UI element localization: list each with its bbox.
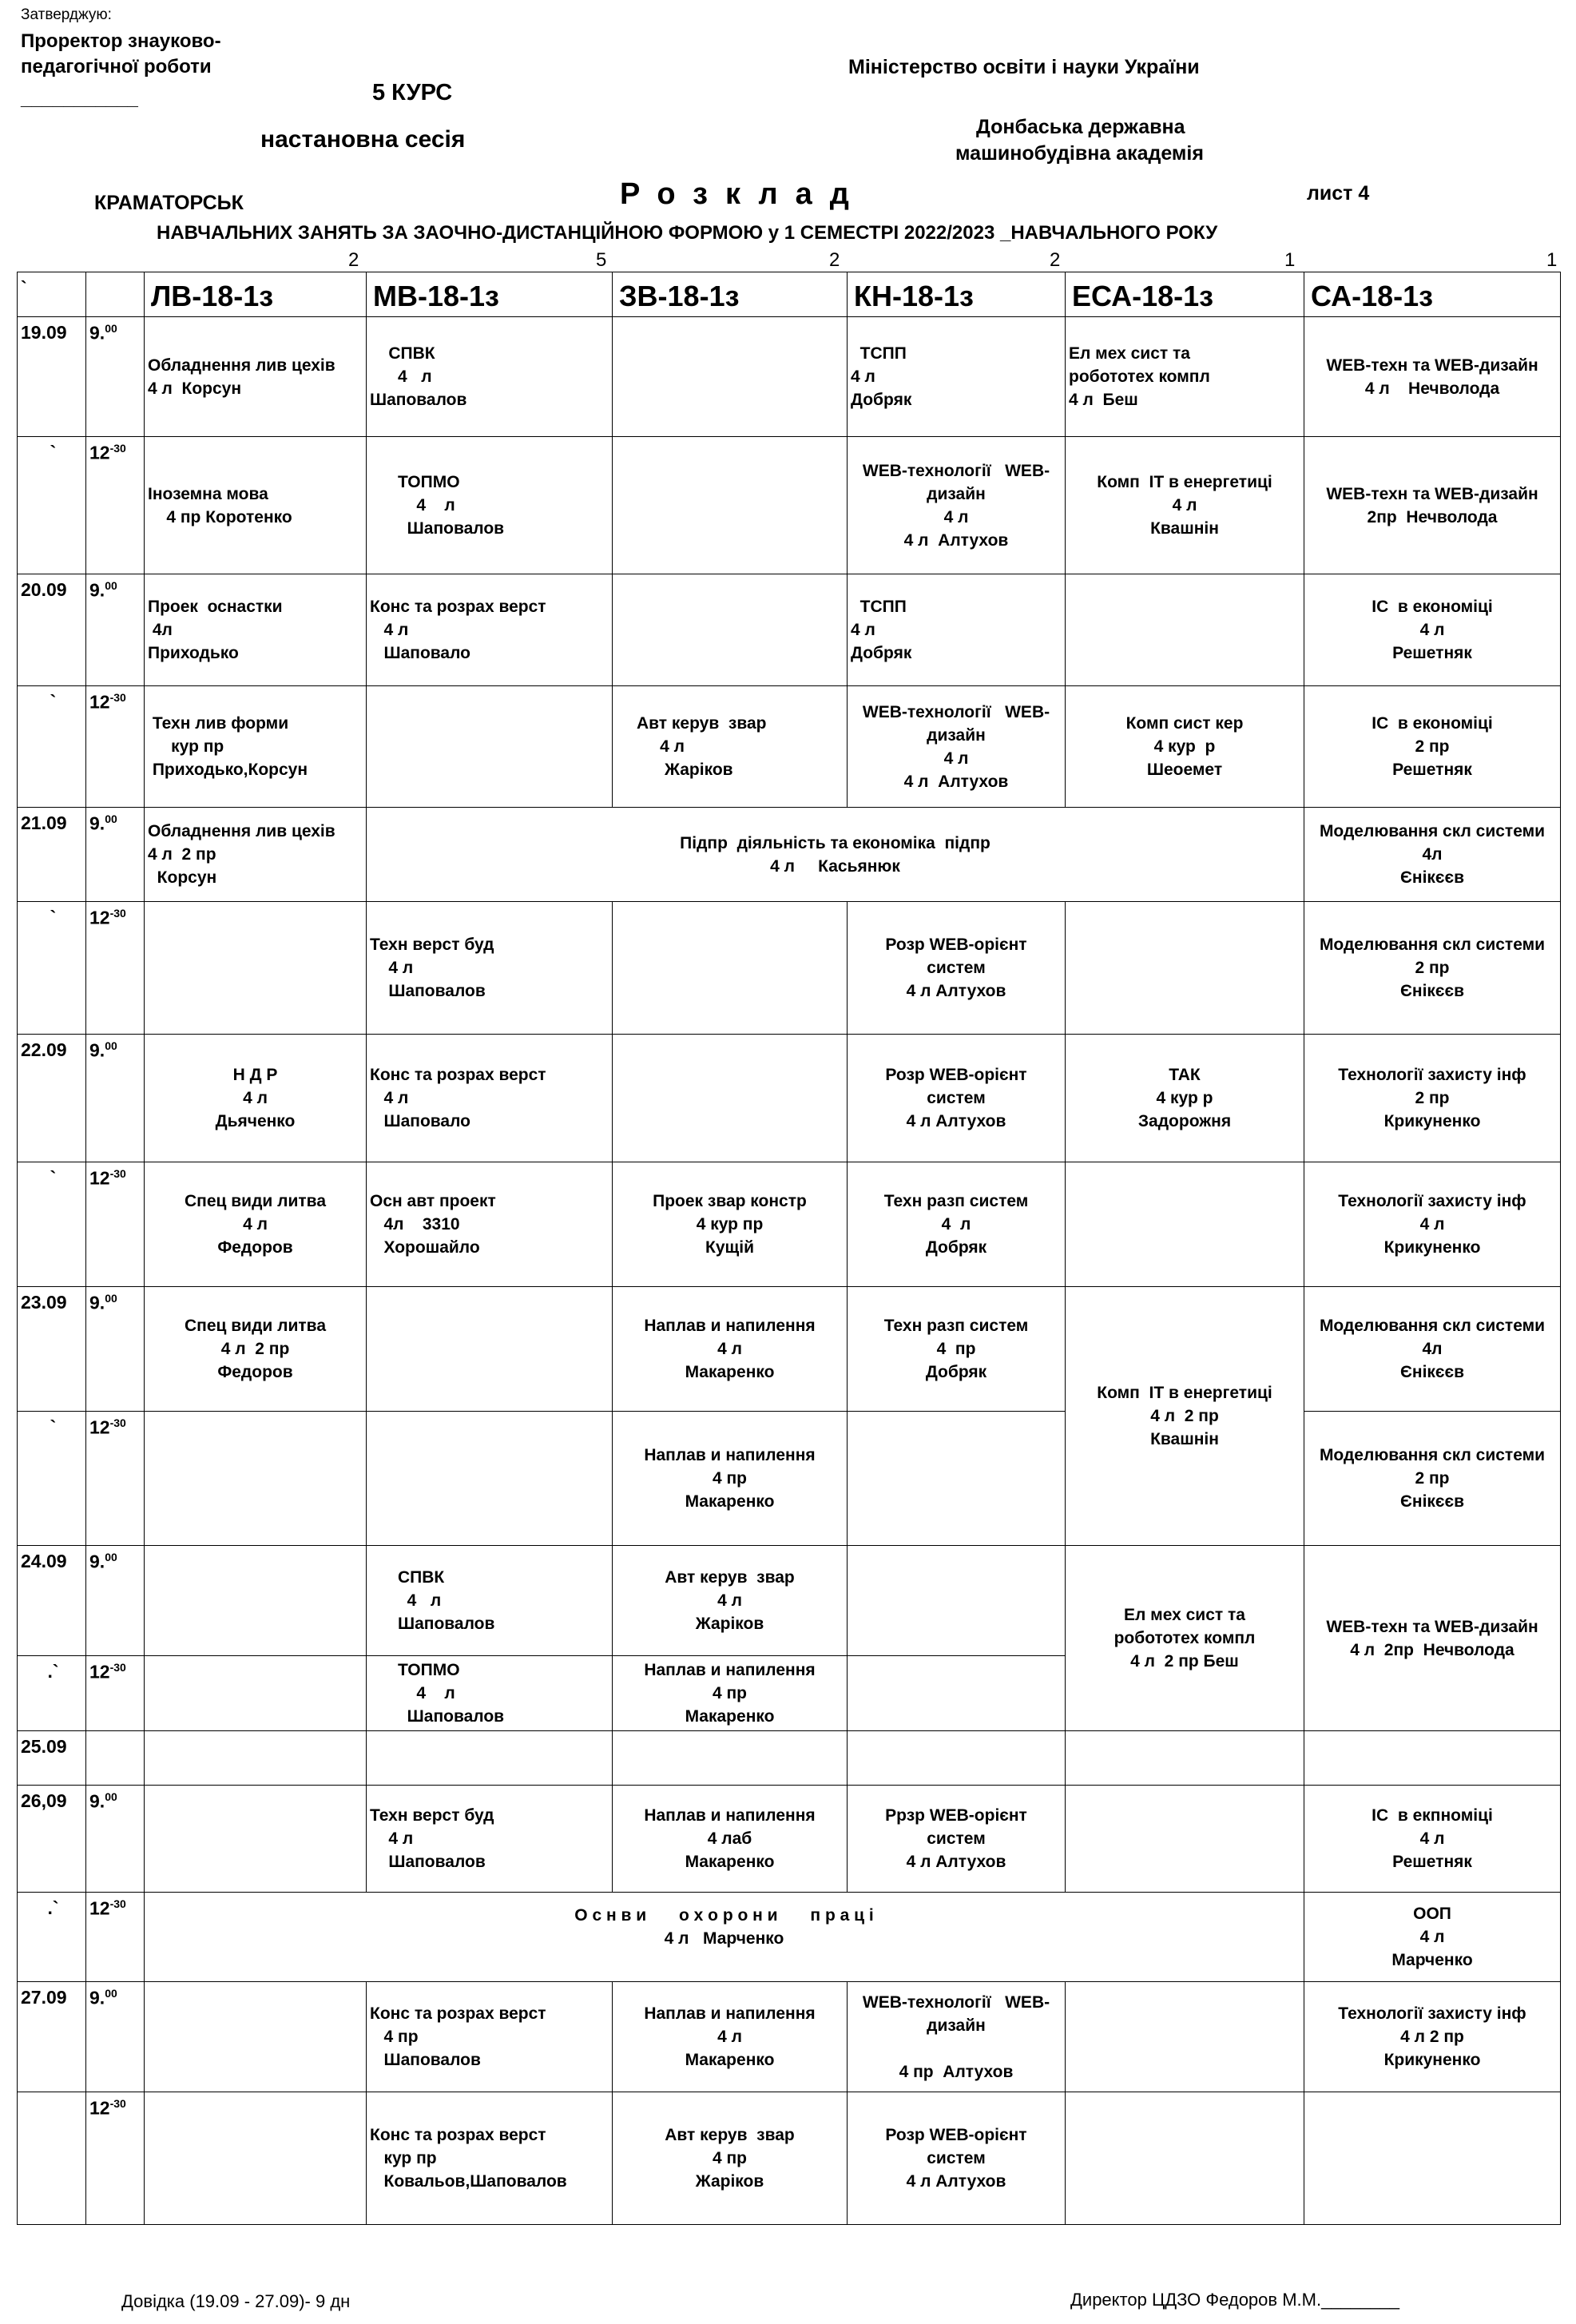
lesson-cell (1066, 902, 1304, 1035)
table-row (18, 1412, 1561, 1546)
time-label: 12 (89, 1897, 110, 1919)
corner-cell-2 (86, 272, 145, 317)
lesson-cell: ІС в екпноміці 4 л Решетняк (1304, 1786, 1561, 1893)
lesson-cell: Техн лив форми кур пр Приходько,Корсун (145, 686, 367, 808)
table-row (18, 686, 1561, 808)
date-cell: 20.09 (18, 574, 86, 686)
lesson-cell (613, 902, 848, 1035)
group-header: ЗВ-18-1з (613, 272, 848, 317)
time-cell (86, 1893, 145, 1982)
lesson-cell: Розр WEB-орієнт систем 4 л Алтухов (848, 902, 1066, 1035)
lesson-cell: Наплав и напилення 4 лаб Макаренко (613, 1786, 848, 1893)
lesson-cell: Ел мех сист та робототех компл 4 л Беш (1066, 317, 1304, 437)
session-label: настановна сесія (260, 126, 466, 153)
group-header: СА-18-1з (1304, 272, 1561, 317)
ministry-label: Міністерство освіти і науки України (848, 56, 1200, 78)
time-cell (86, 317, 145, 437)
schedule-table (17, 272, 1561, 2225)
time-sup: -30 (109, 1167, 126, 1180)
lesson-cell: Н Д Р 4 л Дьяченко (145, 1035, 367, 1162)
lesson-cell (145, 902, 367, 1035)
lesson-cell: Осн авт проект 4л 3310 Хорошайло (367, 1162, 613, 1287)
lesson-cell (1066, 2092, 1304, 2225)
lesson-cell: СПВК 4 л Шаповалов (367, 1546, 613, 1656)
time-sup: -30 (109, 2097, 126, 2110)
lesson-cell (613, 1035, 848, 1162)
time-cell (86, 686, 145, 808)
lesson-cell: ІС в економіці 2 пр Решетняк (1304, 686, 1561, 808)
lesson-cell-merged: Підпр діяльність та економіка підпр 4 л Касьянюк (367, 808, 1304, 902)
group-count-5: 1 (1284, 249, 1296, 271)
lesson-cell: Авт керув звар 4 пр Жаріков (613, 2092, 848, 2225)
lesson-cell: Техн верст буд 4 л Шаповалов (367, 902, 613, 1035)
table-row (18, 902, 1561, 1035)
lesson-cell: Моделювання скл системи 2 пр Єнікєєв (1304, 902, 1561, 1035)
date-cell: 26,09 (18, 1786, 86, 1893)
lesson-cell: Авт керув звар 4 л Жаріков (613, 686, 848, 808)
lesson-cell: Обладнення лив цехів 4 л 2 пр Корсун (145, 808, 367, 902)
group-header: КН-18-1з (848, 272, 1066, 317)
lesson-cell-merged: О с н в и о х о р о н и п р а ц і 4 л Марченко (145, 1893, 1304, 1982)
date-cell: .` (18, 1656, 86, 1731)
time-label: 12 (89, 442, 110, 463)
lesson-cell: Спец види литва 4 л Федоров (145, 1162, 367, 1287)
lesson-cell (1304, 1731, 1561, 1786)
lesson-cell: Моделювання скл системи 4л Єнікєєв (1304, 808, 1561, 902)
time-label: 12 (89, 1416, 110, 1438)
lesson-cell (145, 1656, 367, 1731)
date-cell: ` (18, 902, 86, 1035)
time-cell (86, 808, 145, 902)
approver-line2: педагогічної роботи (21, 56, 212, 77)
corner-cell: ` (18, 272, 86, 317)
date-cell: 27.09 (18, 1982, 86, 2092)
lesson-cell: WEB-техн та WEB-дизайн 4 л 2пр Нечволода (1304, 1546, 1561, 1731)
time-sup: 00 (105, 1039, 117, 1052)
lesson-cell: WEB-техн та WEB-дизайн 2пр Нечволода (1304, 437, 1561, 574)
group-count-2: 5 (596, 249, 607, 271)
city-label: КРАМАТОРСЬК (94, 192, 244, 214)
table-row (18, 1546, 1561, 1656)
group-header: МВ-18-1з (367, 272, 613, 317)
time-label: 9. (89, 1039, 105, 1061)
time-cell (86, 1656, 145, 1731)
time-sup: -30 (109, 1661, 126, 1674)
lesson-cell: ТОПМО 4 л Шаповалов (367, 437, 613, 574)
time-label: 12 (89, 1167, 110, 1189)
time-label: 12 (89, 691, 110, 713)
lesson-cell: Моделювання скл системи 2 пр Єнікєєв (1304, 1412, 1561, 1546)
time-sup: -30 (109, 907, 126, 920)
lesson-cell: Авт керув звар 4 л Жаріков (613, 1546, 848, 1656)
lesson-cell: ТОПМО 4 л Шаповалов (367, 1656, 613, 1731)
time-cell (86, 2092, 145, 2225)
time-sup: 00 (105, 1551, 117, 1563)
footer-note: Довідка (19.09 - 27.09)- 9 дн (121, 2291, 351, 2311)
date-cell: 24.09 (18, 1546, 86, 1656)
lesson-cell: Наплав и напилення 4 пр Макаренко (613, 1656, 848, 1731)
lesson-cell: ООП 4 л Марченко (1304, 1893, 1561, 1982)
lesson-cell: Конс та розрах верст 4 пр Шаповалов (367, 1982, 613, 2092)
academy-line1: Донбаська державна (976, 116, 1185, 138)
lesson-cell (848, 1546, 1066, 1656)
lesson-cell: Комп сист кер 4 кур р Шеоемет (1066, 686, 1304, 808)
time-label: 9. (89, 1790, 105, 1812)
lesson-cell: Конс та розрах верст кур пр Ковальов,Шаповалов (367, 2092, 613, 2225)
date-cell: 21.09 (18, 808, 86, 902)
time-sup: -30 (109, 1416, 126, 1429)
lesson-cell: WEB-технології WEB- дизайн 4 пр Алтухов (848, 1982, 1066, 2092)
table-row (18, 1035, 1561, 1162)
approve-label: Затверджую: (21, 6, 112, 23)
lesson-cell: Обладнення лив цехів 4 л Корсун (145, 317, 367, 437)
time-cell (86, 574, 145, 686)
time-cell (86, 902, 145, 1035)
lesson-cell: Наплав и напилення 4 пр Макаренко (613, 1412, 848, 1546)
date-cell: ` (18, 686, 86, 808)
lesson-cell: Комп ІТ в енергетиці 4 л 2 пр Квашнін (1066, 1287, 1304, 1546)
time-cell (86, 437, 145, 574)
lesson-cell: Техн разп систем 4 пр Добряк (848, 1287, 1066, 1412)
table-row (18, 317, 1561, 437)
lesson-cell (613, 437, 848, 574)
time-label: 9. (89, 1292, 105, 1313)
date-cell: 25.09 (18, 1731, 86, 1786)
group-count-3: 2 (829, 249, 840, 271)
lesson-cell: Техн разп систем 4 л Добряк (848, 1162, 1066, 1287)
course-label: 5 КУРС (372, 80, 453, 105)
time-cell (86, 1287, 145, 1412)
time-cell (86, 1035, 145, 1162)
lesson-cell (367, 1287, 613, 1412)
lesson-cell (1066, 574, 1304, 686)
table-row (18, 1786, 1561, 1893)
lesson-cell (613, 574, 848, 686)
lesson-cell: ТАК 4 кур р Задорожня (1066, 1035, 1304, 1162)
date-cell: ` (18, 1162, 86, 1287)
time-sup: -30 (109, 442, 126, 455)
lesson-cell: Спец види литва 4 л 2 пр Федоров (145, 1287, 367, 1412)
date-cell: ` (18, 437, 86, 574)
lesson-cell (1066, 1162, 1304, 1287)
lesson-cell (367, 1731, 613, 1786)
lesson-cell: Моделювання скл системи 4л Єнікєєв (1304, 1287, 1561, 1412)
lesson-cell (367, 686, 613, 808)
time-cell (86, 1412, 145, 1546)
lesson-cell: Технології захисту інф 4 л Крикуненко (1304, 1162, 1561, 1287)
time-cell (86, 1786, 145, 1893)
time-label: 9. (89, 812, 105, 834)
lesson-cell (1304, 2092, 1561, 2225)
lesson-cell (613, 1731, 848, 1786)
time-label: 9. (89, 322, 105, 344)
lesson-cell: Комп ІТ в енергетиці 4 л Квашнін (1066, 437, 1304, 574)
page-title: Розклад (620, 177, 867, 211)
academy-line2: машинобудівна академія (955, 142, 1204, 165)
time-label: 9. (89, 579, 105, 601)
lesson-cell (145, 1786, 367, 1893)
lesson-cell (145, 1731, 367, 1786)
time-sup: 00 (105, 812, 117, 825)
lesson-cell: Наплав и напилення 4 л Макаренко (613, 1982, 848, 2092)
table-row (18, 2092, 1561, 2225)
time-label: 9. (89, 1551, 105, 1572)
header-row (18, 272, 1561, 317)
time-cell (86, 1546, 145, 1656)
lesson-cell: ІС в економіці 4 л Решетняк (1304, 574, 1561, 686)
sheet-label: лист 4 (1307, 182, 1370, 205)
lesson-cell: Ел мех сист та робототех компл 4 л 2 пр Беш (1066, 1546, 1304, 1731)
lesson-cell (145, 1546, 367, 1656)
time-label: 9. (89, 1987, 105, 2008)
table-row (18, 808, 1561, 902)
group-count-6: 1 (1546, 249, 1558, 271)
lesson-cell: Проек оснастки 4л Приходько (145, 574, 367, 686)
footer-director: Директор ЦДЗО Федоров М.М.________ (1070, 2290, 1399, 2310)
table-row (18, 437, 1561, 574)
table-row (18, 1162, 1561, 1287)
group-header: ЛВ-18-1з (145, 272, 367, 317)
lesson-cell: Розр WEB-орієнт систем 4 л Алтухов (848, 1035, 1066, 1162)
lesson-cell: Технології захисту інф 2 пр Крикуненко (1304, 1035, 1561, 1162)
lesson-cell (848, 1412, 1066, 1546)
time-sup: -30 (109, 691, 126, 704)
time-sup: -30 (109, 1897, 126, 1910)
lesson-cell: Іноземна мова 4 пр Коротенко (145, 437, 367, 574)
subtitle: НАВЧАЛЬНИХ ЗАНЯТЬ ЗА ЗАОЧНО-ДИСТАНЦІЙНОЮ ФОРМОЮ у 1 СЕМЕСТРІ 2022/2023 _НАВЧАЛЬНОГО РОКУ (157, 222, 1218, 244)
group-count-4: 2 (1050, 249, 1061, 271)
time-sup: 00 (105, 579, 117, 592)
group-header: ЕСА-18-1з (1066, 272, 1304, 317)
date-cell: ` (18, 1412, 86, 1546)
group-count-1: 2 (348, 249, 359, 271)
lesson-cell (1066, 1982, 1304, 2092)
date-cell: 19.09 (18, 317, 86, 437)
lesson-cell (145, 1412, 367, 1546)
date-cell: 23.09 (18, 1287, 86, 1412)
time-sup: 00 (105, 322, 117, 335)
lesson-cell: WEB-технології WEB- дизайн 4 л 4 л Алтухов (848, 437, 1066, 574)
time-label: 12 (89, 2097, 110, 2119)
time-label: 12 (89, 907, 110, 928)
lesson-cell (613, 317, 848, 437)
lesson-cell: WEB-технології WEB- дизайн 4 л 4 л Алтухов (848, 686, 1066, 808)
time-sup: 00 (105, 1292, 117, 1305)
lesson-cell (145, 1982, 367, 2092)
approver-line1: Проректор знауково- (21, 30, 221, 52)
table-row (18, 1287, 1561, 1412)
lesson-cell (848, 1731, 1066, 1786)
time-cell (86, 1731, 145, 1786)
lesson-cell: Технології захисту інф 4 л 2 пр Крикуненко (1304, 1982, 1561, 2092)
lesson-cell (367, 1412, 613, 1546)
lesson-cell: СПВК 4 л Шаповалов (367, 317, 613, 437)
time-label: 12 (89, 1661, 110, 1682)
lesson-cell: Техн верст буд 4 л Шаповалов (367, 1786, 613, 1893)
lesson-cell: ТСПП 4 л Добряк (848, 574, 1066, 686)
time-cell (86, 1162, 145, 1287)
lesson-cell (848, 1656, 1066, 1731)
date-cell: 22.09 (18, 1035, 86, 1162)
time-sup: 00 (105, 1987, 117, 2000)
date-cell (18, 2092, 86, 2225)
lesson-cell: Ррзр WEB-орієнт систем 4 л Алтухов (848, 1786, 1066, 1893)
lesson-cell: Наплав и напилення 4 л Макаренко (613, 1287, 848, 1412)
date-cell: .` (18, 1893, 86, 1982)
time-cell (86, 1982, 145, 2092)
lesson-cell: Проек звар констр 4 кур пр Кущій (613, 1162, 848, 1287)
lesson-cell: Конс та розрах верст 4 л Шаповало (367, 574, 613, 686)
lesson-cell (1066, 1731, 1304, 1786)
lesson-cell (1066, 1786, 1304, 1893)
table-row (18, 1893, 1561, 1982)
table-row (18, 1731, 1561, 1786)
lesson-cell: WEB-техн та WEB-дизайн 4 л Нечволода (1304, 317, 1561, 437)
signature-line: ___________ (21, 88, 138, 109)
table-row (18, 574, 1561, 686)
lesson-cell: ТСПП 4 л Добряк (848, 317, 1066, 437)
lesson-cell (145, 2092, 367, 2225)
time-sup: 00 (105, 1790, 117, 1803)
lesson-cell: Конс та розрах верст 4 л Шаповало (367, 1035, 613, 1162)
table-row (18, 1982, 1561, 2092)
lesson-cell: Розр WEB-орієнт систем 4 л Алтухов (848, 2092, 1066, 2225)
